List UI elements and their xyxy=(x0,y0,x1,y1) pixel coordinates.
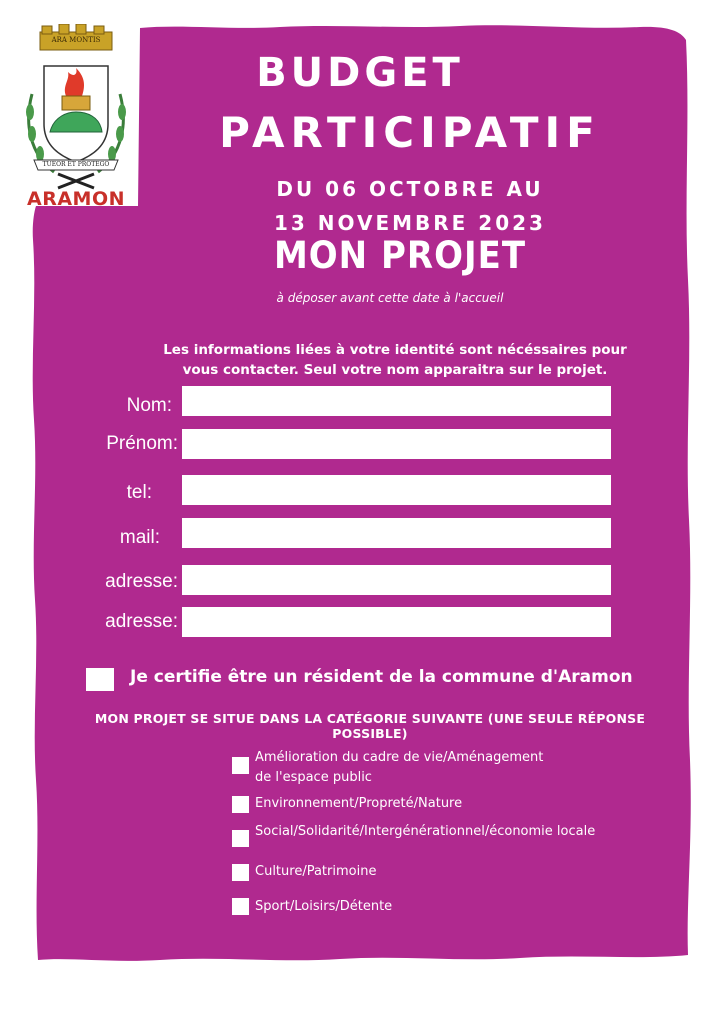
coat-of-arms-icon xyxy=(14,24,138,206)
address1-label: adresse: xyxy=(105,571,178,592)
resident-label: Je certifie être un résident de la commune d'Aramon xyxy=(130,667,633,687)
title-line-2: PARTICIPATIF xyxy=(219,108,601,157)
date-range xyxy=(210,172,610,240)
category-heading: MON PROJET SE SITUE DANS LA CATÉGORIE SUIVANTE (UNE SEULE RÉPONSE POSSIBLE) xyxy=(94,711,646,741)
option-label-social: Social/Solidarité/Intergénérationnel/économie locale xyxy=(255,824,596,839)
logo-motto-top: ARA MONTIS xyxy=(51,36,101,44)
phone-label: tel: xyxy=(126,482,152,503)
firstname-field[interactable] xyxy=(182,429,611,459)
name-label: Nom: xyxy=(126,395,172,416)
address1-field[interactable] xyxy=(182,565,611,595)
option-checkbox-culture[interactable] xyxy=(232,864,249,881)
option-label-environnement: Environnement/Propreté/Nature xyxy=(255,796,463,811)
subtitle: MON PROJET xyxy=(273,234,527,278)
date-range-line-1: DU 06 OCTOBRE AU xyxy=(276,177,544,201)
option-checkbox-cadre-de-vie[interactable] xyxy=(232,757,249,774)
address2-field[interactable] xyxy=(182,607,611,637)
aramon-logo xyxy=(14,24,138,210)
option-label-culture: Culture/Patrimoine xyxy=(255,864,377,879)
phone-field[interactable] xyxy=(182,475,611,505)
logo-motto-bottom: TUEOR ET PROTEGO xyxy=(42,161,110,168)
intro-text: Les informations liées à votre identité sont nécéssaires pour vous contacter. Seul votre nom apparaitra sur le projet. xyxy=(163,342,627,378)
option-checkbox-social[interactable] xyxy=(232,830,249,847)
email-label: mail: xyxy=(119,527,160,548)
title-line-1: BUDGET xyxy=(256,50,464,96)
name-field[interactable] xyxy=(182,386,611,416)
address2-label: adresse: xyxy=(105,611,178,632)
option-checkbox-environnement[interactable] xyxy=(232,796,249,813)
deposit-note: à déposer avant cette date à l'accueil xyxy=(276,291,504,305)
logo-town-name: ARAMON xyxy=(27,188,125,210)
date-range-line-2: 13 NOVEMBRE 2023 xyxy=(274,211,546,235)
option-label-sport: Sport/Loisirs/Détente xyxy=(255,899,393,914)
option-label-cadre-de-vie: Amélioration du cadre de vie/Aménagement de l'espace public xyxy=(255,750,544,785)
email-field[interactable] xyxy=(182,518,611,548)
option-checkbox-sport[interactable] xyxy=(232,898,249,915)
resident-checkbox[interactable] xyxy=(86,668,114,691)
firstname-label: Prénom: xyxy=(106,433,178,454)
